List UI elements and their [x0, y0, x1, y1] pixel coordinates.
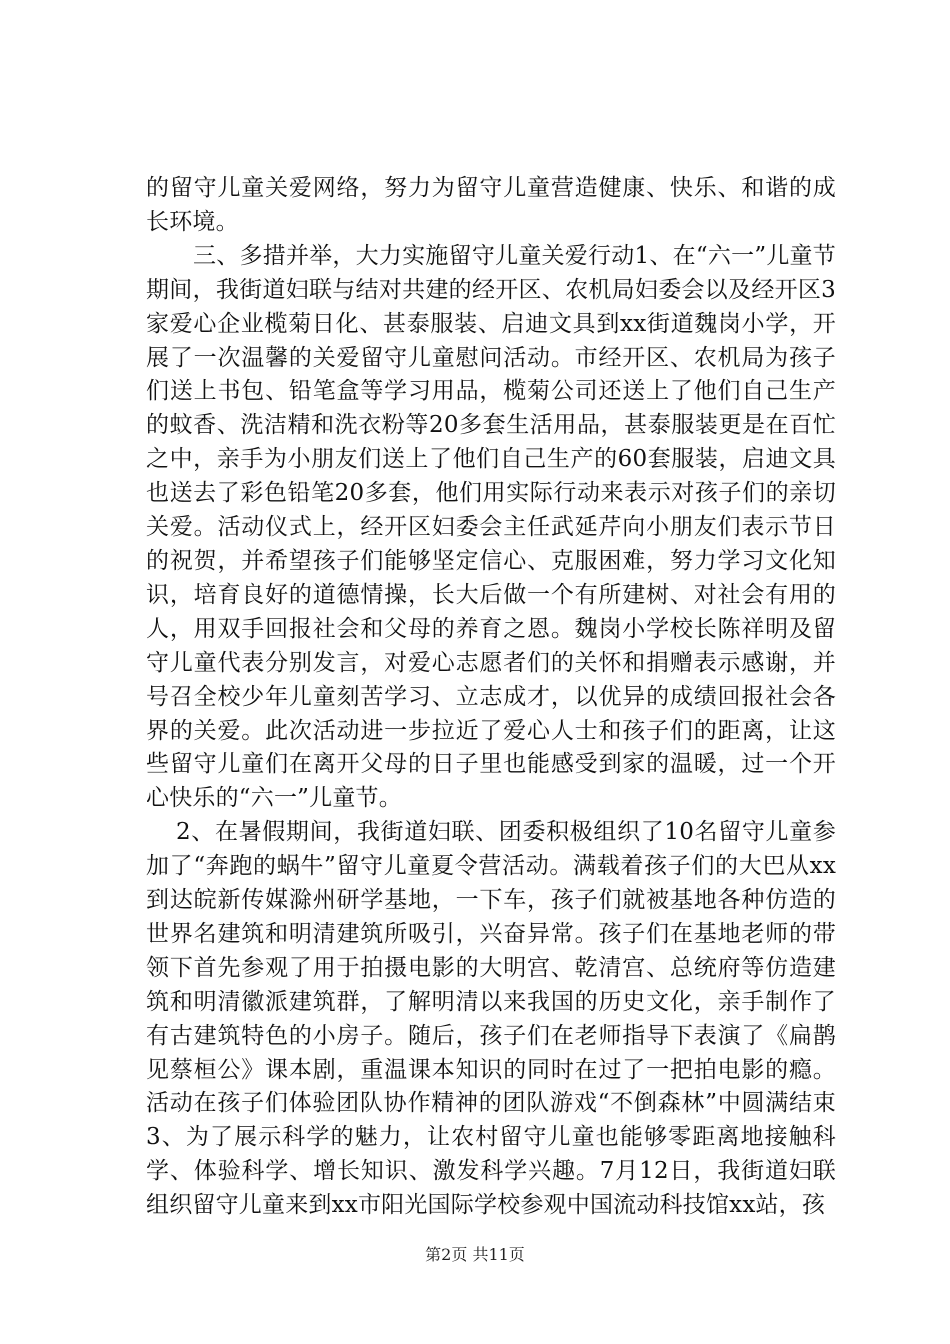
paragraph-continuation: 的留守儿童关爱网络，努力为留守儿童营造健康、快乐、和谐的成长环境。 [146, 175, 836, 235]
page-number: 第2页 共11页 [425, 1245, 525, 1264]
page-footer [0, 1245, 950, 1265]
document-body [146, 172, 836, 1223]
paragraph-summer-camp: 2、在暑假期间，我街道妇联、团委积极组织了10名留守儿童参加了“奔跑的蜗牛”留守儿童夏令营活动。满载着孩子们的大巴从xx到达皖新传媒滁州研学基地，一下车，孩子们就被基地各种仿造的世界名建筑和明清建筑所吸引，兴奋异常。孩子们在基地老师的带领下首先参观了用于拍摄电影的大明宫、乾清宫、总统府等仿造建筑和明清徽派建筑群，了解明清以来我国的历史文化，亲手制作了有古建筑特色的小房子。随后，孩子们在老师指导下表演了《扁鹊见蔡桓公》课本剧，重温课本知识的同时在过了一把拍电影的瘾。活动在孩子们体验团队协作精神的团队游戏“不倒森林”中圆满结束3、为了展示科学的魅力，让农村留守儿童也能够零距离地接触科学、体验科学、增长知识、激发科学兴趣。7月12日，我街道妇联组织留守儿童来到xx市阳光国际学校参观中国流动科技馆xx站，孩 [146, 819, 836, 1219]
paragraph-section-three: 三、多措并举，大力实施留守儿童关爱行动1、在“六一”儿童节期间，我街道妇联与结对共建的经开区、农机局妇委会以及经开区3家爱心企业榄菊日化、甚泰服装、启迪文具到xx街道魏岗小学，开展了一次温馨的关爱留守儿童慰问活动。市经开区、农机局为孩子们送上书包、铅笔盒等学习用品，榄菊公司还送上了他们自己生产的蚊香、洗洁精和洗衣粉等20多套生活用品，甚泰服装更是在百忙之中，亲手为小朋友们送上了他们自己生产的60套服装，启迪文具也送去了彩色铅笔20多套，他们用实际行动来表示对孩子们的亲切关爱。活动仪式上，经开区妇委会主任武延芹向小朋友们表示节日的祝贺，并希望孩子们能够坚定信心、克服困难，努力学习文化知识，培育良好的道德情操，长大后做一个有所建树、对社会有用的人，用双手回报社会和父母的养育之恩。魏岗小学校长陈祥明及留守儿童代表分别发言，对爱心志愿者们的关怀和捐赠表示感谢，并号召全校少年儿童刻苦学习、立志成才，以优异的成绩回报社会各界的关爱。此次活动进一步拉近了爱心人士和孩子们的距离，让这些留守儿童们在离开父母的日子里也能感受到家的温暖，过一个开心快乐的“六一”儿童节。 [146, 242, 836, 812]
